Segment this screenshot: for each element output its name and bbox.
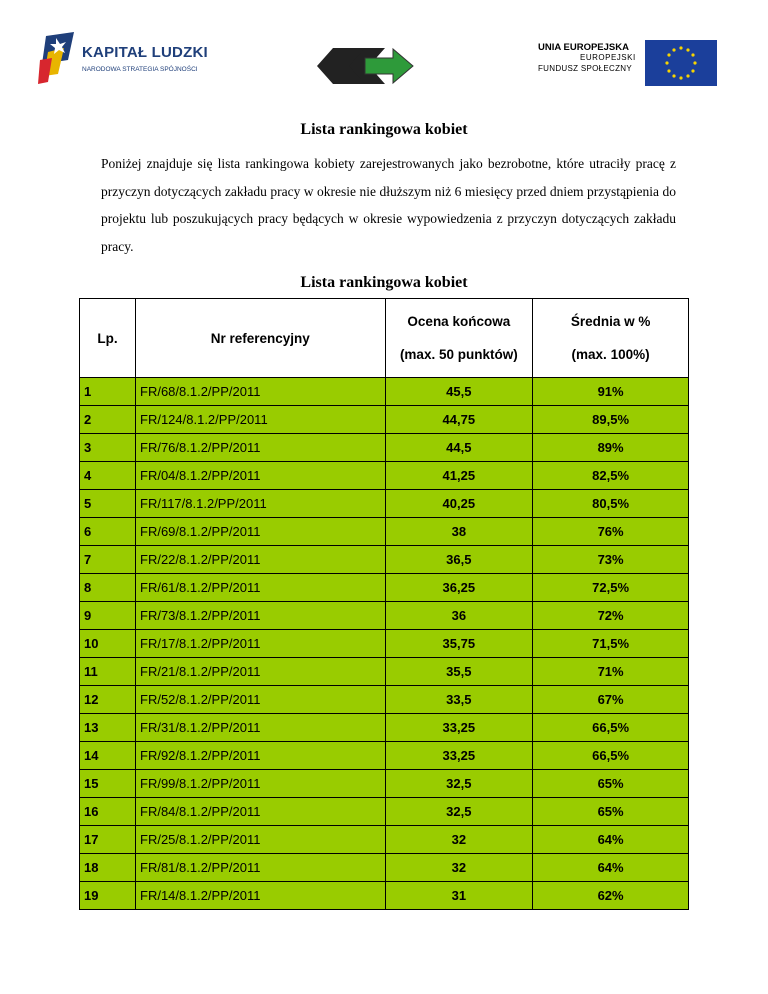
row-score: 31 bbox=[385, 882, 533, 910]
row-lp: 5 bbox=[80, 490, 136, 518]
row-score: 32,5 bbox=[385, 770, 533, 798]
row-score: 33,25 bbox=[385, 714, 533, 742]
table-title: Lista rankingowa kobiet bbox=[300, 274, 468, 291]
row-pct: 76% bbox=[533, 518, 689, 546]
row-lp: 15 bbox=[80, 770, 136, 798]
row-pct: 72,5% bbox=[533, 574, 689, 602]
table-row bbox=[80, 518, 689, 546]
row-lp: 14 bbox=[80, 742, 136, 770]
eu-line-1: UNIA EUROPEJSKA bbox=[538, 42, 629, 53]
table-row bbox=[80, 658, 689, 686]
row-score: 44,5 bbox=[385, 434, 533, 462]
table-row bbox=[80, 434, 689, 462]
table-row bbox=[80, 714, 689, 742]
intro-paragraph: Poniżej znajduje się lista rankingowa kobiety zarejestrowanych jako bezrobotne, które utraciły pracę z przyczyn dotyczących zakładu pracy w okresie nie dłuższym niż 6 miesięcy przed dniem przystąpienia do projektu lub poszukujących pracy będących w okresie wypowiedzenia z przyczyn dotyczących zakładu pracy. bbox=[101, 156, 676, 254]
row-ref: FR/81/8.1.2/PP/2011 bbox=[136, 854, 386, 882]
row-ref: FR/73/8.1.2/PP/2011 bbox=[136, 602, 386, 630]
row-pct: 64% bbox=[533, 826, 689, 854]
table-row bbox=[80, 406, 689, 434]
eu-line-2: EUROPEJSKI bbox=[580, 53, 636, 62]
row-pct: 66,5% bbox=[533, 714, 689, 742]
row-score: 41,25 bbox=[385, 462, 533, 490]
row-pct: 91% bbox=[533, 378, 689, 406]
row-pct: 72% bbox=[533, 602, 689, 630]
row-lp: 17 bbox=[80, 826, 136, 854]
row-lp: 4 bbox=[80, 462, 136, 490]
eu-flag-icon bbox=[645, 40, 717, 86]
row-score: 32 bbox=[385, 826, 533, 854]
row-lp: 3 bbox=[80, 434, 136, 462]
eu-line-3: FUNDUSZ SPOŁECZNY bbox=[538, 64, 632, 73]
table-row bbox=[80, 378, 689, 406]
row-ref: FR/68/8.1.2/PP/2011 bbox=[136, 378, 386, 406]
row-ref: FR/99/8.1.2/PP/2011 bbox=[136, 770, 386, 798]
logo-title: KAPITAŁ LUDZKI bbox=[82, 44, 208, 61]
table-row bbox=[80, 826, 689, 854]
row-pct: 73% bbox=[533, 546, 689, 574]
row-ref: FR/76/8.1.2/PP/2011 bbox=[136, 434, 386, 462]
header-ref: Nr referencyjny bbox=[136, 299, 386, 378]
row-pct: 71,5% bbox=[533, 630, 689, 658]
row-score: 36 bbox=[385, 602, 533, 630]
row-ref: FR/31/8.1.2/PP/2011 bbox=[136, 714, 386, 742]
row-lp: 16 bbox=[80, 798, 136, 826]
row-score: 44,75 bbox=[385, 406, 533, 434]
arrows-logo-icon bbox=[313, 44, 417, 88]
row-score: 35,5 bbox=[385, 658, 533, 686]
row-lp: 10 bbox=[80, 630, 136, 658]
row-pct: 64% bbox=[533, 854, 689, 882]
row-pct: 62% bbox=[533, 882, 689, 910]
table-row bbox=[80, 742, 689, 770]
row-ref: FR/14/8.1.2/PP/2011 bbox=[136, 882, 386, 910]
logo-subtitle: NARODOWA STRATEGIA SPÓJNOŚCI bbox=[82, 66, 198, 73]
row-lp: 2 bbox=[80, 406, 136, 434]
table-row bbox=[80, 854, 689, 882]
row-score: 32 bbox=[385, 854, 533, 882]
row-score: 45,5 bbox=[385, 378, 533, 406]
row-ref: FR/117/8.1.2/PP/2011 bbox=[136, 490, 386, 518]
table-row bbox=[80, 630, 689, 658]
row-ref: FR/84/8.1.2/PP/2011 bbox=[136, 798, 386, 826]
row-score: 38 bbox=[385, 518, 533, 546]
row-lp: 12 bbox=[80, 686, 136, 714]
row-pct: 80,5% bbox=[533, 490, 689, 518]
table-header-row bbox=[80, 299, 689, 378]
row-lp: 1 bbox=[80, 378, 136, 406]
table-row bbox=[80, 462, 689, 490]
page-header bbox=[0, 0, 768, 100]
row-score: 35,75 bbox=[385, 630, 533, 658]
row-lp: 6 bbox=[80, 518, 136, 546]
row-lp: 7 bbox=[80, 546, 136, 574]
row-lp: 13 bbox=[80, 714, 136, 742]
row-score: 33,25 bbox=[385, 742, 533, 770]
row-pct: 66,5% bbox=[533, 742, 689, 770]
document-title: Lista rankingowa kobiet bbox=[300, 121, 468, 138]
row-ref: FR/52/8.1.2/PP/2011 bbox=[136, 686, 386, 714]
header-pct-max: (max. 100%) bbox=[571, 347, 650, 362]
header-pct bbox=[533, 299, 689, 378]
row-score: 36,5 bbox=[385, 546, 533, 574]
table-row bbox=[80, 798, 689, 826]
row-ref: FR/92/8.1.2/PP/2011 bbox=[136, 742, 386, 770]
row-pct: 71% bbox=[533, 658, 689, 686]
table-row bbox=[80, 574, 689, 602]
row-pct: 82,5% bbox=[533, 462, 689, 490]
row-ref: FR/61/8.1.2/PP/2011 bbox=[136, 574, 386, 602]
header-score-max: (max. 50 punktów) bbox=[399, 347, 518, 362]
table-row bbox=[80, 546, 689, 574]
row-pct: 89% bbox=[533, 434, 689, 462]
row-ref: FR/124/8.1.2/PP/2011 bbox=[136, 406, 386, 434]
row-lp: 11 bbox=[80, 658, 136, 686]
header-score-title: Ocena końcowa bbox=[407, 314, 511, 329]
row-ref: FR/22/8.1.2/PP/2011 bbox=[136, 546, 386, 574]
row-lp: 8 bbox=[80, 574, 136, 602]
row-pct: 89,5% bbox=[533, 406, 689, 434]
row-score: 40,25 bbox=[385, 490, 533, 518]
row-pct: 65% bbox=[533, 798, 689, 826]
row-ref: FR/04/8.1.2/PP/2011 bbox=[136, 462, 386, 490]
header-pct-title: Średnia w % bbox=[570, 314, 651, 329]
row-ref: FR/21/8.1.2/PP/2011 bbox=[136, 658, 386, 686]
table-body bbox=[80, 378, 689, 910]
row-pct: 65% bbox=[533, 770, 689, 798]
header-lp: Lp. bbox=[80, 299, 136, 378]
ranking-table bbox=[79, 298, 689, 910]
row-lp: 18 bbox=[80, 854, 136, 882]
table-row bbox=[80, 770, 689, 798]
table-row bbox=[80, 602, 689, 630]
row-pct: 67% bbox=[533, 686, 689, 714]
row-score: 33,5 bbox=[385, 686, 533, 714]
table-row bbox=[80, 882, 689, 910]
row-score: 32,5 bbox=[385, 798, 533, 826]
row-ref: FR/25/8.1.2/PP/2011 bbox=[136, 826, 386, 854]
row-lp: 9 bbox=[80, 602, 136, 630]
row-score: 36,25 bbox=[385, 574, 533, 602]
row-lp: 19 bbox=[80, 882, 136, 910]
row-ref: FR/17/8.1.2/PP/2011 bbox=[136, 630, 386, 658]
row-ref: FR/69/8.1.2/PP/2011 bbox=[136, 518, 386, 546]
table-row bbox=[80, 686, 689, 714]
header-score bbox=[385, 299, 533, 378]
table-row bbox=[80, 490, 689, 518]
